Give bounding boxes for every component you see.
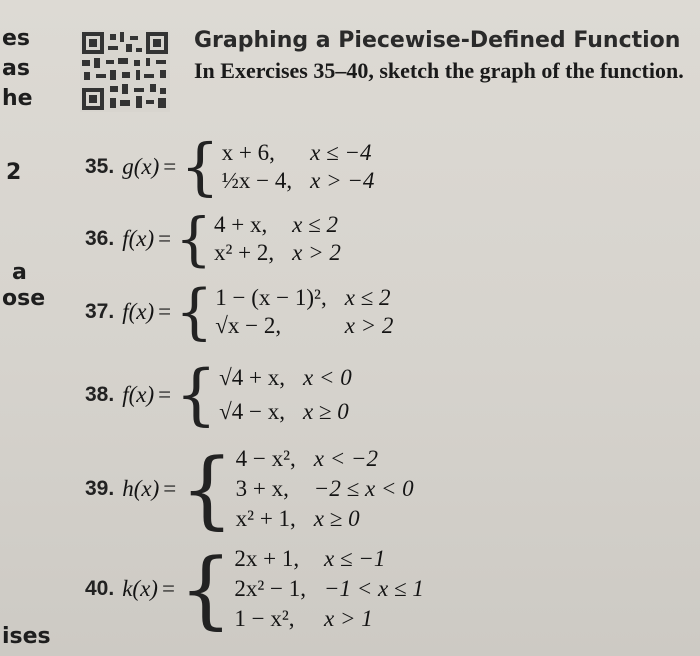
exercise-37 (85, 277, 394, 347)
exercise-number: 39. (85, 477, 115, 500)
exercise-40 (85, 540, 424, 638)
margin-fragment: ises (2, 624, 51, 649)
margin-fragment: ose (2, 286, 46, 311)
exercise-number: 40. (85, 577, 115, 600)
case-condition: x ≥ 0 (302, 399, 349, 424)
left-brace-icon: { (175, 356, 218, 433)
function-name: k(x) (122, 576, 158, 601)
case-condition: x < −2 (313, 446, 379, 471)
case-expression: √4 − x, (219, 399, 285, 424)
equals-sign: = (158, 299, 172, 324)
case-condition: −1 < x ≤ 1 (324, 576, 424, 601)
margin-fragment: as (2, 56, 30, 81)
case-condition: x ≥ 0 (313, 506, 360, 531)
equals-sign: = (163, 476, 177, 501)
case-expression: √4 + x, (219, 365, 285, 390)
case-expression: 1 − x², (234, 606, 295, 631)
exercise-instructions: In Exercises 35–40, sketch the graph of the function. (194, 58, 684, 83)
function-name: f(x) (122, 382, 155, 407)
case-condition: x < 0 (302, 365, 352, 390)
case-condition: x > 2 (292, 240, 341, 265)
exercise-number: 36. (85, 227, 115, 250)
piecewise-cases (219, 365, 352, 425)
left-brace-icon: { (175, 205, 213, 273)
case-condition: x > 1 (324, 606, 373, 631)
case-condition: x ≤ −1 (324, 546, 386, 571)
case-expression: 4 − x², (235, 446, 296, 471)
piecewise-cases (236, 446, 414, 532)
case-expression: ½x − 4, (221, 168, 293, 193)
case-expression: 2x² − 1, (234, 576, 307, 601)
exercise-number: 37. (85, 300, 115, 323)
margin-fragment: es (2, 26, 31, 51)
equals-sign: = (163, 154, 177, 179)
case-condition: −2 ≤ x < 0 (313, 476, 414, 501)
case-expression: x + 6, (221, 140, 275, 165)
left-brace-icon: { (178, 540, 233, 638)
margin-fragment: he (2, 86, 33, 111)
equals-sign: = (158, 382, 172, 407)
case-expression: 3 + x, (235, 476, 289, 501)
exercise-35 (85, 130, 375, 203)
equals-sign: = (158, 226, 172, 251)
piecewise-cases (215, 285, 393, 339)
piecewise-cases (234, 546, 424, 632)
case-expression: 2x + 1, (234, 546, 300, 571)
left-brace-icon: { (180, 440, 234, 538)
section-heading: Graphing a Piecewise-Defined Function (194, 28, 681, 53)
function-name: f(x) (122, 299, 155, 324)
exercise-36 (85, 205, 341, 273)
piecewise-cases (222, 140, 375, 194)
exercise-number: 35. (85, 155, 115, 178)
function-name: f(x) (122, 226, 155, 251)
case-condition: x ≤ 2 (344, 285, 391, 310)
margin-fragment: a (12, 260, 27, 285)
exercise-39 (85, 440, 414, 538)
case-condition: x > −4 (310, 168, 375, 193)
margin-fragment: 2 (6, 160, 22, 185)
qr-code-icon (80, 30, 170, 112)
function-name: h(x) (122, 476, 160, 501)
case-expression: √x − 2, (215, 313, 282, 338)
function-name: g(x) (122, 154, 160, 179)
case-condition: x > 2 (344, 313, 394, 338)
left-brace-icon: { (180, 130, 220, 203)
case-condition: x ≤ 2 (292, 212, 338, 237)
exercise-number: 38. (85, 383, 115, 406)
case-expression: x² + 1, (235, 506, 296, 531)
piecewise-cases (214, 212, 341, 266)
case-expression: 1 − (x − 1)², (215, 285, 327, 310)
left-brace-icon: { (175, 277, 214, 347)
equals-sign: = (161, 576, 175, 601)
case-condition: x ≤ −4 (310, 140, 372, 165)
case-expression: x² + 2, (214, 240, 275, 265)
exercise-38 (85, 356, 352, 433)
case-expression: 4 + x, (214, 212, 268, 237)
